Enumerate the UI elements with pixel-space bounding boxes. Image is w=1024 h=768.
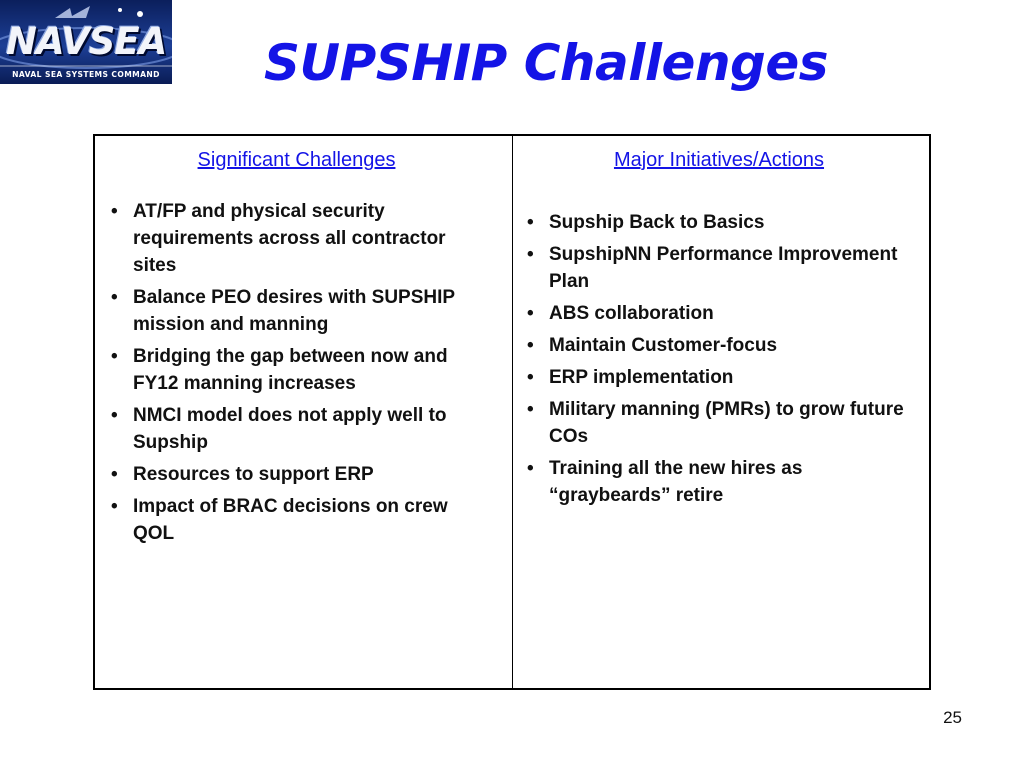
list-item (107, 198, 486, 279)
list-item-text: Bridging the gap between now and FY12 manning increases (133, 346, 448, 394)
bullet-icon: • (111, 405, 118, 426)
logo-wordmark: NAVSEA (6, 20, 167, 63)
list-item-text: SupshipNN Performance Improvement Plan (549, 244, 898, 292)
logo-subtitle: NAVAL SEA SYSTEMS COMMAND (12, 70, 160, 79)
list-item (107, 402, 486, 456)
list-item-text: Maintain Customer-focus (549, 335, 778, 356)
page-number: 25 (943, 708, 962, 727)
list-item-text: NMCI model does not apply well to Supship (133, 405, 447, 453)
list-item-text: Training all the new hires as “graybeards” retire (549, 458, 803, 506)
list-item (107, 343, 486, 397)
right-column-heading: Major Initiatives/Actions (613, 149, 825, 171)
list-item (107, 493, 486, 547)
bullet-icon: • (111, 464, 118, 485)
list-item (523, 455, 915, 509)
list-item (523, 364, 915, 391)
list-item-text: Military manning (PMRs) to grow future COs (549, 399, 904, 447)
challenges-list (107, 198, 486, 547)
bullet-icon: • (527, 458, 534, 479)
list-item-text: Resources to support ERP (133, 464, 374, 485)
slide-title: SUPSHIP Challenges (263, 34, 829, 92)
initiatives-list (523, 209, 915, 509)
bullet-icon: • (527, 212, 534, 233)
list-item-text: Supship Back to Basics (549, 212, 765, 233)
content-table (93, 134, 931, 690)
bullet-icon: • (111, 287, 118, 308)
list-item-text: AT/FP and physical security requirements across all contractor sites (133, 201, 446, 276)
list-item (107, 461, 486, 488)
bullet-icon: • (527, 335, 534, 356)
bullet-icon: • (111, 346, 118, 367)
list-item-text: Balance PEO desires with SUPSHIP mission and manning (133, 287, 455, 335)
right-column (513, 136, 929, 688)
list-item (523, 396, 915, 450)
bullet-icon: • (111, 496, 118, 517)
bullet-icon: • (111, 201, 118, 222)
list-item (523, 300, 915, 327)
list-item-text: Impact of BRAC decisions on crew QOL (133, 496, 448, 544)
list-item (523, 209, 915, 236)
bullet-icon: • (527, 399, 534, 420)
bullet-icon: • (527, 244, 534, 265)
left-column (95, 136, 513, 688)
left-column-heading: Significant Challenges (197, 149, 396, 171)
bullet-icon: • (527, 367, 534, 388)
list-item-text: ABS collaboration (549, 303, 714, 324)
navsea-logo (0, 0, 172, 84)
list-item (523, 241, 915, 295)
bullet-icon: • (527, 303, 534, 324)
list-item (523, 332, 915, 359)
list-item-text: ERP implementation (549, 367, 734, 388)
list-item (107, 284, 486, 338)
